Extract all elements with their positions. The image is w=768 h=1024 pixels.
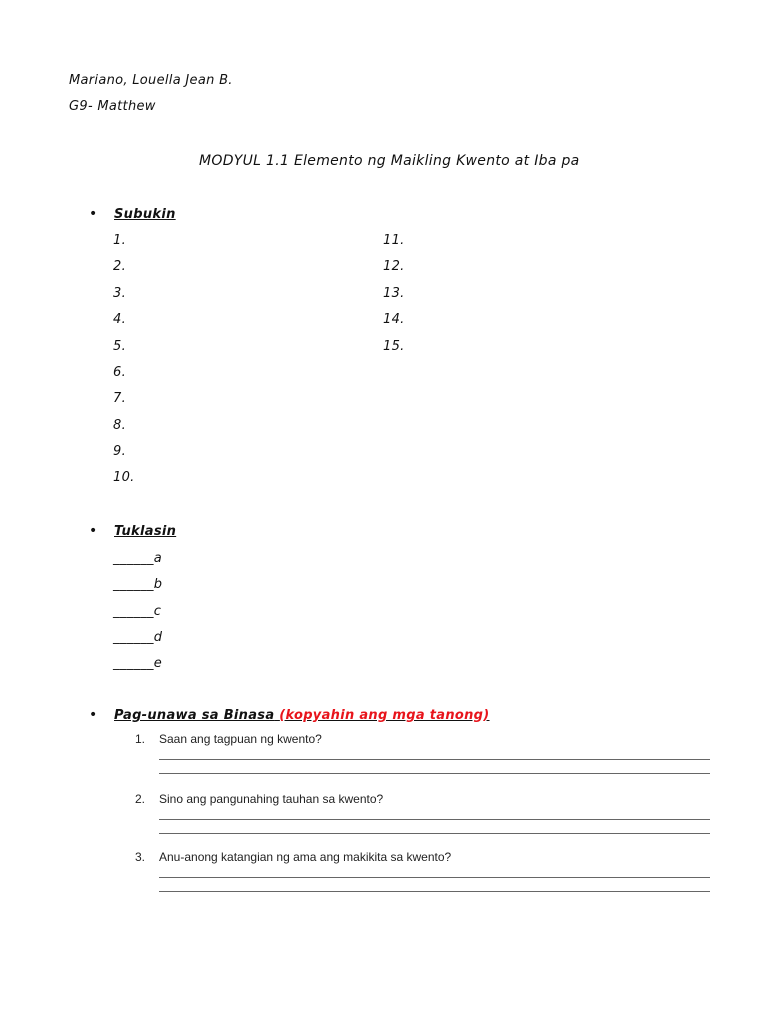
question-text: Sino ang pangunahing tauhan sa kwento? bbox=[159, 792, 384, 806]
subukin-item: 3. bbox=[113, 286, 127, 301]
answer-line bbox=[159, 819, 710, 820]
tuklasin-item: ______b bbox=[113, 577, 163, 592]
subukin-heading: Subukin bbox=[114, 207, 176, 222]
subukin-item: 12. bbox=[383, 259, 405, 274]
subukin-item: 11. bbox=[383, 233, 405, 248]
subukin-item: 4. bbox=[113, 312, 127, 327]
subukin-item: 8. bbox=[113, 418, 127, 433]
question-number: 1. bbox=[135, 732, 146, 746]
subukin-item: 9. bbox=[113, 444, 127, 459]
pagunawa-heading-line bbox=[114, 708, 490, 723]
subukin-item: 2. bbox=[113, 259, 127, 274]
question-text: Anu-anong katangian ng ama ang makikita sa kwento? bbox=[159, 850, 452, 864]
subukin-item: 13. bbox=[383, 286, 405, 301]
student-section: G9- Matthew bbox=[69, 99, 156, 114]
page-title: MODYUL 1.1 Elemento ng Maikling Kwento at Iba pa bbox=[199, 153, 580, 169]
subukin-item: 6. bbox=[113, 365, 127, 380]
question-number: 2. bbox=[135, 792, 146, 806]
answer-line bbox=[159, 773, 710, 774]
subukin-item: 1. bbox=[113, 233, 127, 248]
tuklasin-item: ______c bbox=[113, 604, 162, 619]
bullet-tuklasin: • bbox=[89, 523, 98, 539]
subukin-item: 10. bbox=[113, 470, 135, 485]
subukin-item: 14. bbox=[383, 312, 405, 327]
answer-line bbox=[159, 833, 710, 834]
student-name: Mariano, Louella Jean B. bbox=[69, 73, 233, 88]
answer-line bbox=[159, 891, 710, 892]
question-text: Saan ang tagpuan ng kwento? bbox=[159, 732, 322, 746]
question-number: 3. bbox=[135, 850, 146, 864]
pagunawa-note: (kopyahin ang mga tanong) bbox=[279, 708, 490, 723]
answer-line bbox=[159, 759, 710, 760]
tuklasin-item: ______a bbox=[113, 551, 163, 566]
subukin-item: 7. bbox=[113, 391, 127, 406]
answer-line bbox=[159, 877, 710, 878]
bullet-pagunawa: • bbox=[89, 707, 98, 723]
tuklasin-heading: Tuklasin bbox=[114, 524, 177, 539]
subukin-item: 15. bbox=[383, 339, 405, 354]
tuklasin-item: ______e bbox=[113, 656, 163, 671]
tuklasin-item: ______d bbox=[113, 630, 163, 645]
subukin-item: 5. bbox=[113, 339, 127, 354]
bullet-subukin: • bbox=[89, 206, 98, 222]
pagunawa-heading: Pag-unawa sa Binasa bbox=[114, 708, 275, 723]
